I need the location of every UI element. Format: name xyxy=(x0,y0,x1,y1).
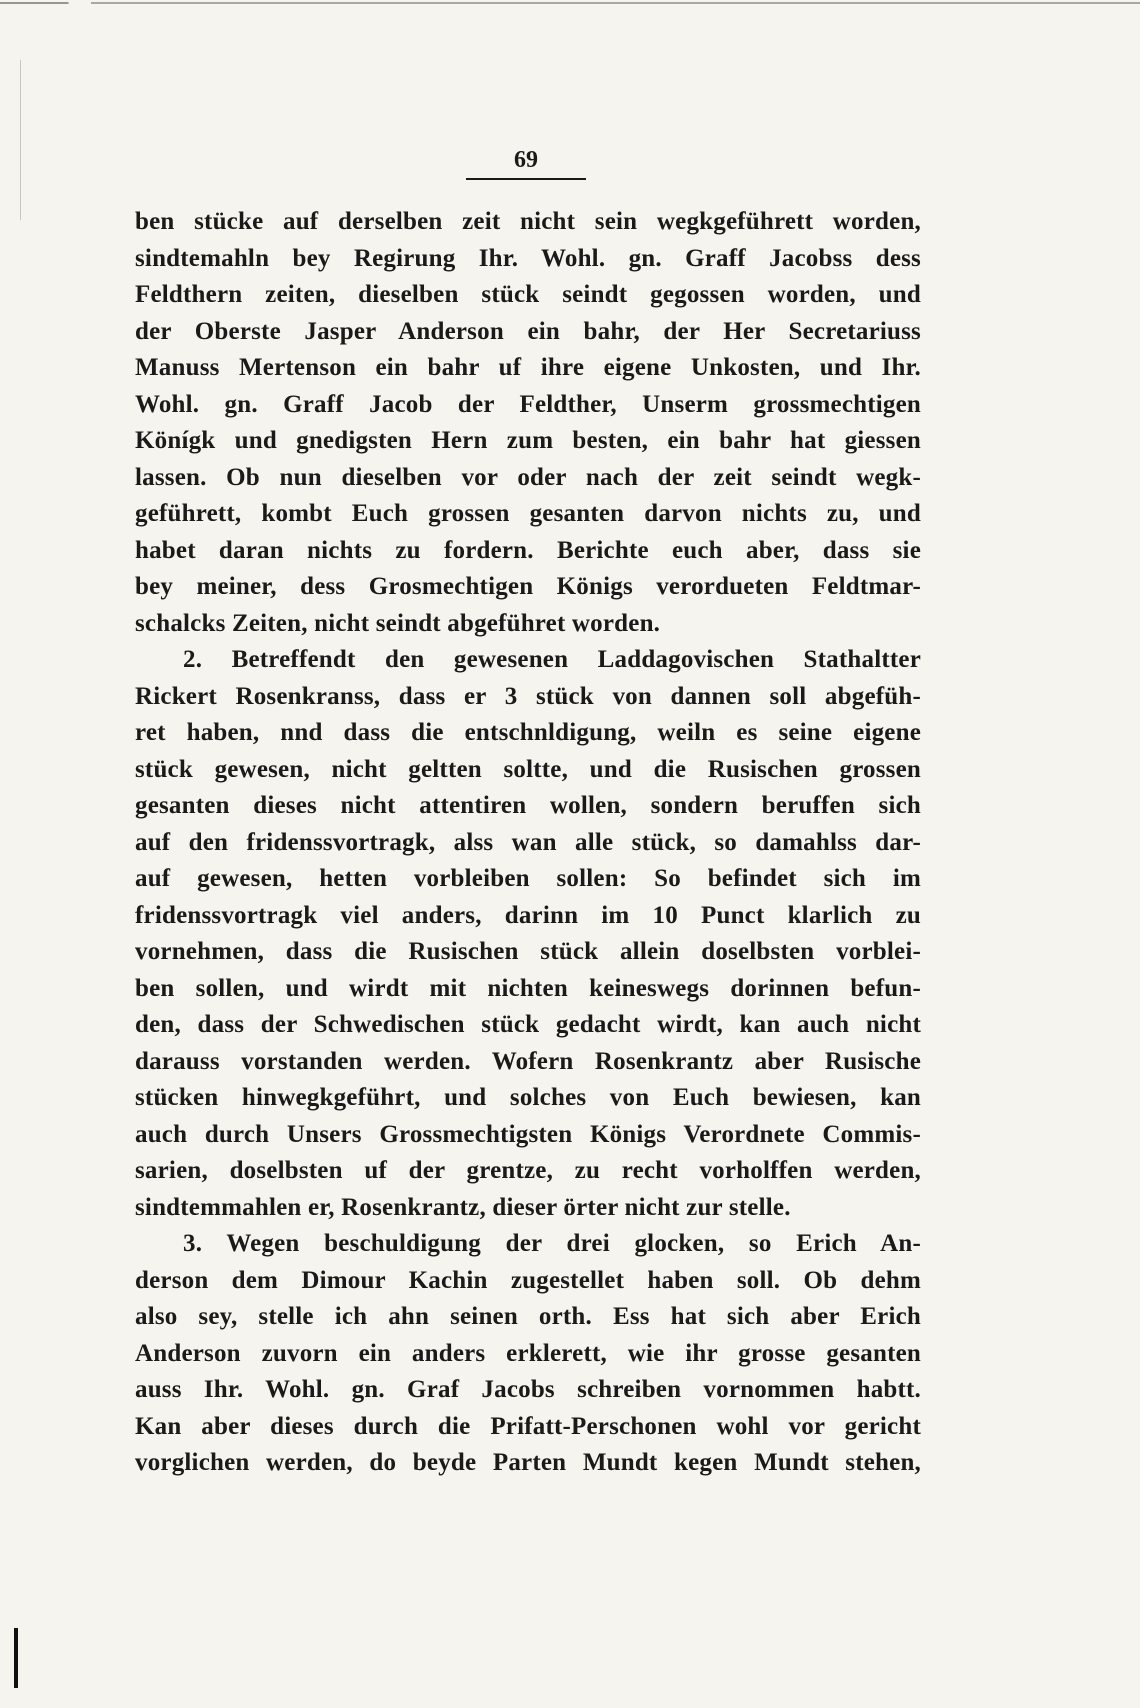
text-line: auf gewesen, hetten vorbleiben sollen: So befindet sich im xyxy=(135,865,921,892)
text-line: Kan aber dieses durch die Prifatt-Perschonen wohl vor gericht xyxy=(135,1412,921,1440)
text-line: sindtemahln bey Regirung Ihr. Wohl. gn. Graff Jacobss dess xyxy=(135,244,921,272)
body-text xyxy=(135,204,921,1482)
text-line: auf den fridenssvortragk, alss wan alle stück, so damahlss dar- xyxy=(135,828,921,856)
scan-top-edge xyxy=(0,2,1140,4)
text-line: Rickert Rosenkranss, dass er 3 stück von dannen soll abgefüh- xyxy=(135,682,921,710)
text-line: auch durch Unsers Grossmechtigsten Königs Verordnete Commis- xyxy=(135,1120,921,1148)
text-line: 3. Wegen beschuldigung der drei glocken, so Erich An- xyxy=(183,1230,921,1257)
page-number: 69 xyxy=(514,147,538,173)
text-line: der Oberste Jasper Anderson ein bahr, der Her Secretariuss xyxy=(135,317,921,345)
text-line: Anderson zuvorn ein anders erklerett, wie ihr grosse gesanten xyxy=(135,1339,921,1367)
text-line: geführett, kombt Euch grossen gesanten darvon nichts zu, und xyxy=(135,500,921,527)
text-line: also sey, stelle ich ahn seinen orth. Ess hat sich aber Erich xyxy=(135,1303,921,1330)
text-line: stücken hinwegkgeführt, und solches von Euch bewiesen, kan xyxy=(135,1084,921,1111)
text-line: gesanten dieses nicht attentiren wollen, sondern beruffen sich xyxy=(135,792,921,819)
text-line: darauss vorstanden werden. Wofern Rosenkrantz aber Rusische xyxy=(135,1047,921,1075)
text-line: schalcks Zeiten, nicht seindt abgeführet worden. xyxy=(135,609,661,637)
page-header xyxy=(466,146,586,180)
text-line: Wohl. gn. Graff Jacob der Feldther, Unserm grossmechtigen xyxy=(135,390,921,418)
text-line: ben sollen, und wirdt mit nichten keineswegs dorinnen befun- xyxy=(135,974,921,1002)
text-line: habet daran nichts zu fordern. Berichte euch aber, dass sie xyxy=(135,536,921,564)
text-line: lassen. Ob nun dieselben vor oder nach der zeit seindt wegk- xyxy=(135,463,921,491)
text-line: Manuss Mertenson ein bahr uf ihre eigene Unkosten, und Ihr. xyxy=(135,354,921,381)
scan-left-edge-mark xyxy=(20,60,21,220)
text-line: Feldthern zeiten, dieselben stück seindt gegossen worden, und xyxy=(135,281,921,308)
text-line: vornehmen, dass die Rusischen stück allein doselbsten vorblei- xyxy=(135,938,921,965)
text-line: Könígk und gnedigsten Hern zum besten, ein bahr hat giessen xyxy=(135,427,921,454)
text-line: den, dass der Schwedischen stück gedacht wirdt, kan auch nicht xyxy=(135,1011,921,1038)
text-line: sarien, doselbsten uf der grentze, zu recht vorholffen werden, xyxy=(135,1157,921,1184)
text-line: 2. Betreffendt den gewesenen Laddagovischen Stathaltter xyxy=(183,646,921,673)
text-line: vorglichen werden, do beyde Parten Mundt kegen Mundt stehen, xyxy=(135,1449,921,1476)
text-line: sindtemmahlen er, Rosenkrantz, dieser örter nicht zur stelle. xyxy=(135,1193,791,1221)
scan-bottom-edge-mark xyxy=(14,1628,18,1688)
text-line: fridenssvortragk viel anders, darinn im 10 Punct klarlich zu xyxy=(135,901,921,929)
page-number-rule xyxy=(466,178,586,180)
text-line: ben stücke auf derselben zeit nicht sein wegkgeführett worden, xyxy=(135,208,921,235)
text-line: stück gewesen, nicht geltten soltte, und die Rusischen grossen xyxy=(135,755,921,783)
text-line: auss Ihr. Wohl. gn. Graf Jacobs schreiben vornommen habtt. xyxy=(135,1376,921,1403)
text-line: bey meiner, dess Grosmechtigen Königs verordueten Feldtmar- xyxy=(135,573,921,600)
text-line: ret haben, nnd dass die entschnldigung, weiln es seine eigene xyxy=(135,719,921,746)
text-line: derson dem Dimour Kachin zugestellet haben soll. Ob dehm xyxy=(135,1266,921,1294)
